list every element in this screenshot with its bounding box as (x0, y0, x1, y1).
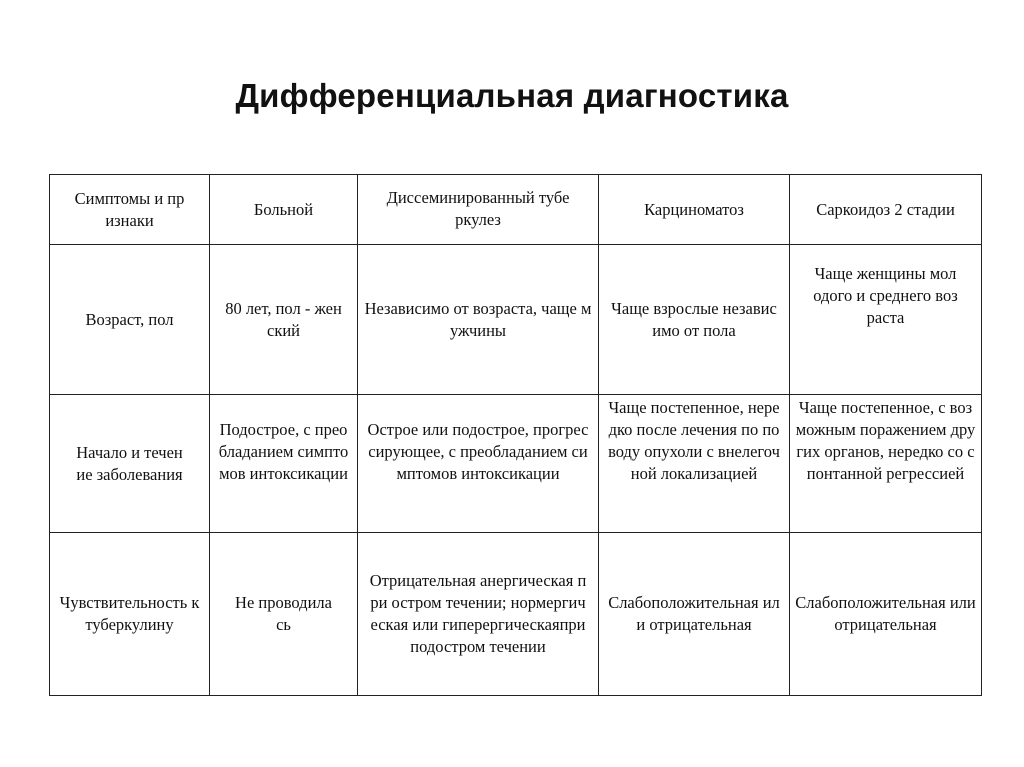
table-cell-text: Чаще взрослые независимо от пола (611, 298, 777, 340)
table-cell-text: Острое или подострое, прогрессирующее, с преобладанием симптомов интоксикации (367, 420, 589, 483)
table-cell (790, 395, 982, 533)
table-cell-text: Чувствительность к туберкулину (59, 593, 200, 634)
table-cell-text: Чаще постепенное, нередко после лечения по поводу опухоли с внелегочной локализацией (608, 398, 780, 483)
table-header-row (50, 175, 982, 245)
row-label-onset-course (50, 395, 210, 533)
table-cell (599, 245, 790, 395)
header-cell-text: Симптомы и признаки (74, 188, 185, 230)
header-cell-carcinomatosis (599, 175, 790, 245)
table-cell-text: 80 лет, пол - женский (225, 298, 342, 340)
table-cell-text: Не проводилась (235, 593, 332, 634)
table-row (50, 395, 982, 533)
header-cell-disseminated-tb (358, 175, 599, 245)
table-cell-text: Возраст, пол (85, 309, 174, 329)
table-row (50, 245, 982, 395)
table-cell-text: Слабоположительная или отрицательная (795, 593, 976, 634)
table-cell (790, 245, 982, 395)
header-cell-text: Больной (253, 199, 314, 219)
table-cell-text: Слабоположительная или отрицательная (608, 593, 780, 634)
header-cell-text: Карциноматоз (644, 199, 744, 219)
page-title: Дифференциальная диагностика (235, 77, 789, 114)
table-cell-text: Чаще женщины молодого и среднего возраста (813, 264, 958, 327)
table-cell (210, 395, 358, 533)
table-cell (358, 395, 599, 533)
header-cell-sarcoidosis (790, 175, 982, 245)
table-cell (599, 395, 790, 533)
table-cell-text: Отрицательная анергическая при остром течении; нормергическая или гиперергическаяпри подостром течении (369, 571, 587, 656)
table-cell (358, 245, 599, 395)
row-label-age-sex (50, 245, 210, 395)
table-cell-text: Подострое, с преобладанием симптомов интоксикации (218, 420, 349, 483)
table-cell (210, 245, 358, 395)
table-cell-text: Чаще постепенное, с возможным поражением других органов, нередко со спонтанной регрессией (795, 398, 976, 483)
table-cell (358, 533, 599, 696)
differential-diagnosis-table (49, 174, 982, 696)
header-cell-symptoms (50, 175, 210, 245)
table-cell (210, 533, 358, 696)
header-cell-text: Саркоидоз 2 стадии (816, 199, 955, 219)
header-cell-text: Диссеминированный туберкулез (386, 188, 570, 229)
table-cell (599, 533, 790, 696)
header-cell-patient (210, 175, 358, 245)
row-label-tuberculin (50, 533, 210, 696)
table-row (50, 533, 982, 696)
table-cell-text: Начало и течение заболевания (76, 442, 183, 484)
table-cell (790, 533, 982, 696)
table-cell-text: Независимо от возраста, чаще мужчины (364, 298, 592, 340)
